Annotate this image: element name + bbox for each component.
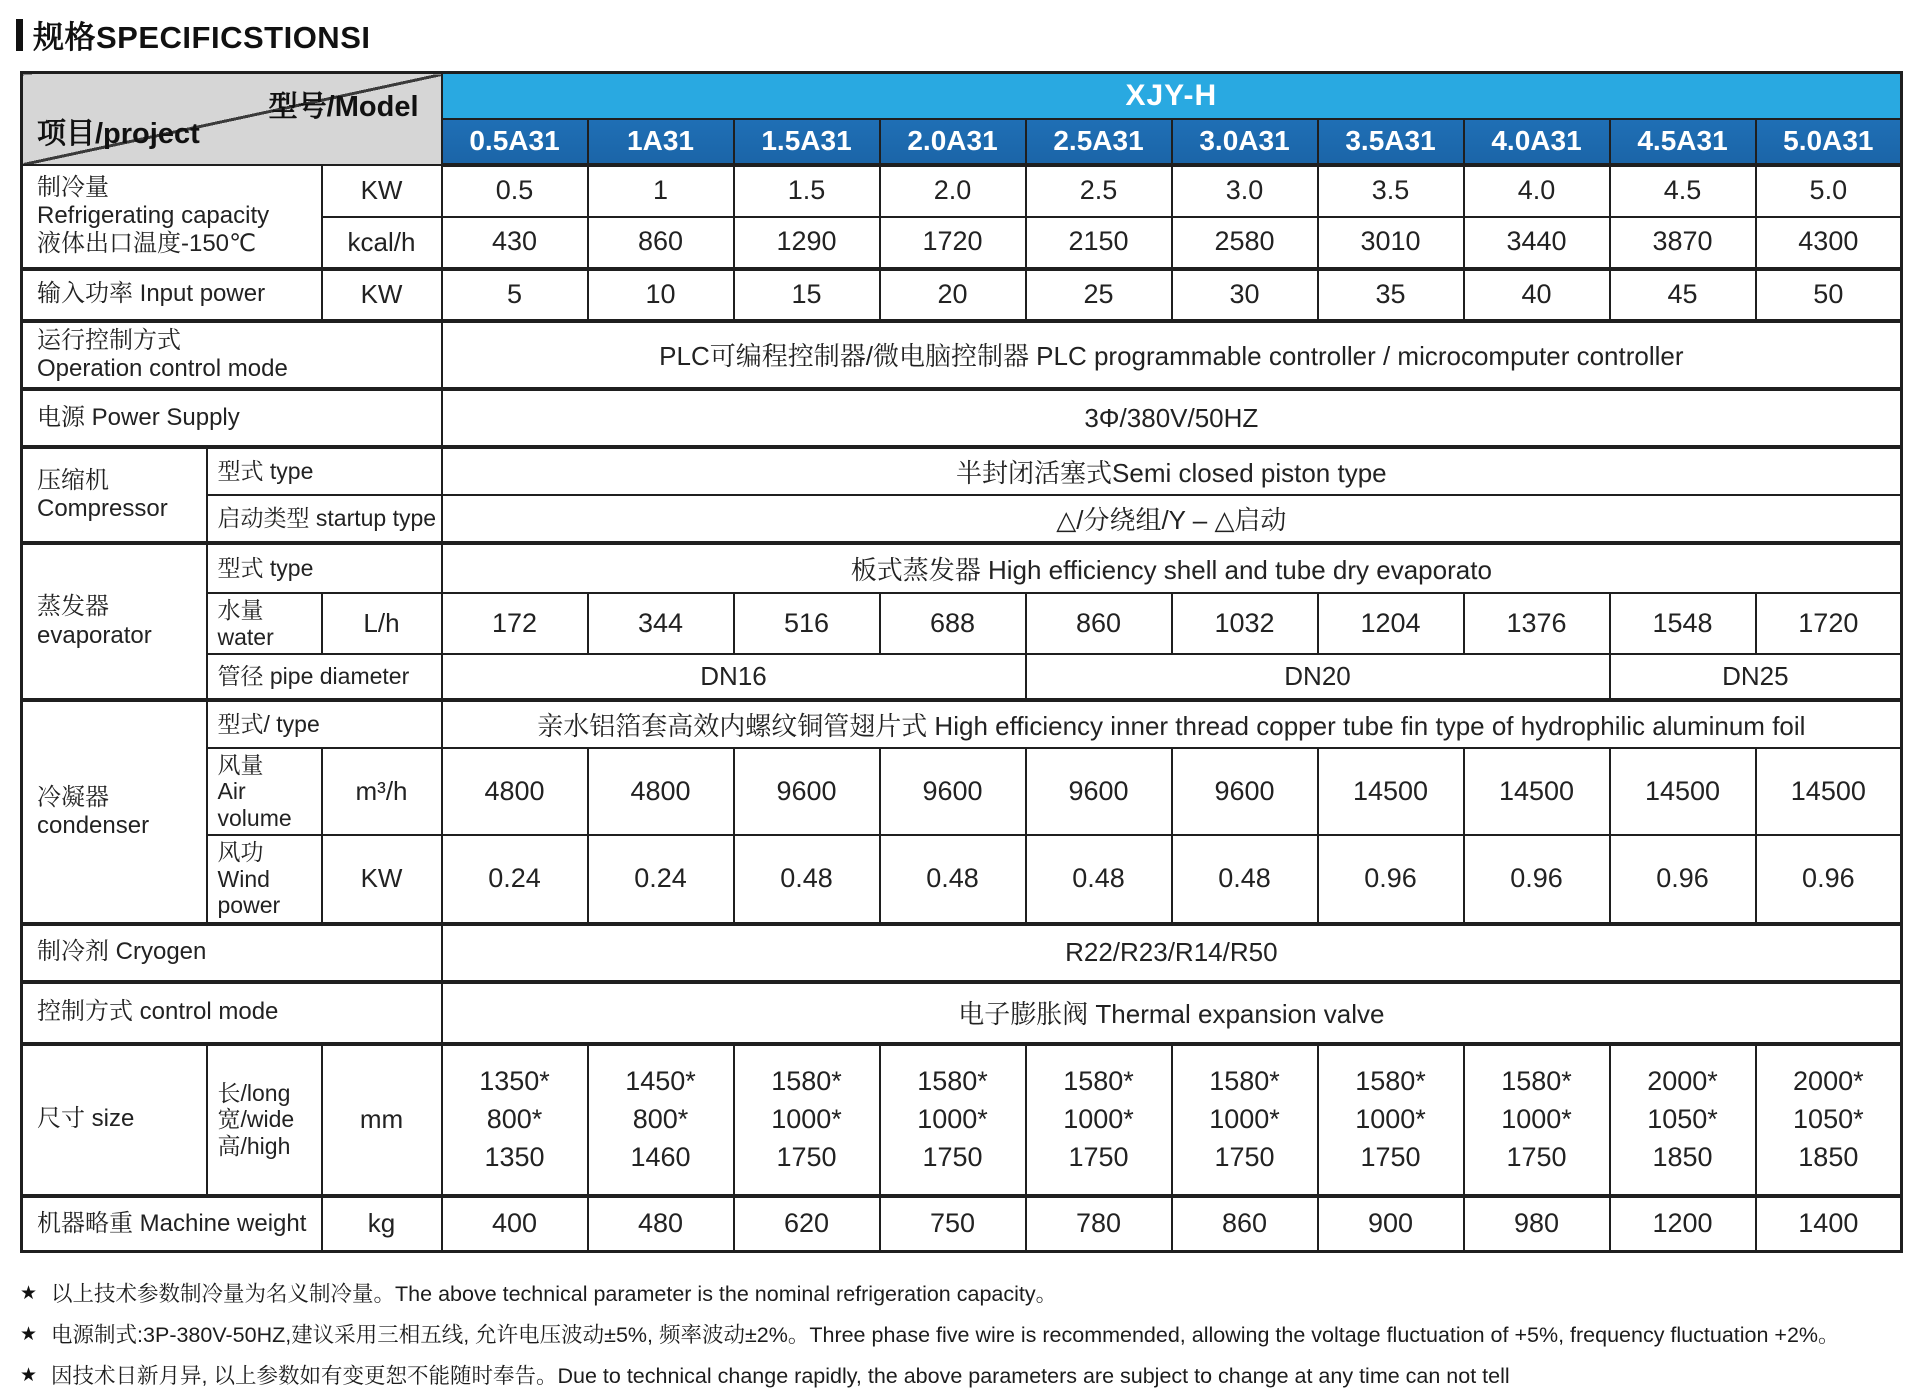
spec-table (20, 71, 1903, 1253)
model-header-1A31: 1A31 (588, 119, 734, 165)
value-refrigerating-capacity-kcal-2.0A31: 1720 (880, 217, 1026, 269)
value-evaporator-water-3.5A31: 1204 (1318, 593, 1464, 654)
value-refrigerating-capacity-kw-2.0A31: 2.0 (880, 165, 1026, 217)
value-refrigerating-capacity-kcal-5.0A31: 4300 (1756, 217, 1902, 269)
value-refrigerating-capacity-kcal-4.5A31: 3870 (1610, 217, 1756, 269)
value-input-power-5.0A31: 50 (1756, 269, 1902, 321)
label-power-supply: 电源 Power Supply (22, 389, 442, 447)
value-machine-weight-2.5A31: 780 (1026, 1196, 1172, 1252)
value-machine-weight-5.0A31: 1400 (1756, 1196, 1902, 1252)
star-icon: ★ (20, 1324, 38, 1346)
model-header-4.0A31: 4.0A31 (1464, 119, 1610, 165)
footnote-2 (20, 1320, 1920, 1350)
value-refrigerating-capacity-kcal-0.5A31: 430 (442, 217, 588, 269)
model-header-1.5A31: 1.5A31 (734, 119, 880, 165)
value-condenser-wind-power-3.5A31: 0.96 (1318, 835, 1464, 923)
table-row-series (22, 73, 1902, 119)
footnotes (20, 1279, 1920, 1391)
label-operation-control-mode: 运行控制方式 Operation control mode (22, 321, 442, 390)
table-row-control-mode (22, 982, 1902, 1044)
label-condenser: 冷凝器 condenser (22, 700, 207, 924)
sublabel-condenser-type: 型式/ type (207, 700, 442, 748)
value-refrigerating-capacity-kcal-2.5A31: 2150 (1026, 217, 1172, 269)
sublabel-pipe-diameter: 管径 pipe diameter (207, 654, 442, 700)
sublabel-compressor-type: 型式 type (207, 447, 442, 495)
value-machine-weight-0.5A31: 400 (442, 1196, 588, 1252)
label-size: 尺寸 size (22, 1044, 207, 1196)
label-evaporator: 蒸发器 evaporator (22, 543, 207, 700)
table-row-condenser-wind-power (22, 835, 1902, 923)
star-icon: ★ (20, 1365, 38, 1387)
value-size-0.5A31: 1350* 800* 1350 (442, 1044, 588, 1196)
footnote-text: 电源制式:3P-380V-50HZ,建议采用三相五线, 允许电压波动±5%, 频率波动±2%。Three phase five wire is recommended, allowing the voltage fluctuation of +5%, frequency fluctuation +2%。 (51, 1323, 1840, 1348)
value-input-power-0.5A31: 5 (442, 269, 588, 321)
footnote-text: 因技术日新月异, 以上参数如有变更恕不能随时奉告。Due to technical change rapidly, the above parameters are subject to change at any time can not tell (51, 1364, 1510, 1389)
value-refrigerating-capacity-kw-3.5A31: 3.5 (1318, 165, 1464, 217)
value-condenser-air-volume-2.5A31: 9600 (1026, 748, 1172, 835)
value-evaporator-water-4.5A31: 1548 (1610, 593, 1756, 654)
value-machine-weight-3.5A31: 900 (1318, 1196, 1464, 1252)
value-refrigerating-capacity-kw-1A31: 1 (588, 165, 734, 217)
value-condenser-air-volume-5.0A31: 14500 (1756, 748, 1902, 835)
value-evaporator-water-0.5A31: 172 (442, 593, 588, 654)
value-size-1.5A31: 1580* 1000* 1750 (734, 1044, 880, 1196)
value-refrigerating-capacity-kcal-3.0A31: 2580 (1172, 217, 1318, 269)
value-condenser-wind-power-3.0A31: 0.48 (1172, 835, 1318, 923)
value-compressor-type: 半封闭活塞式Semi closed piston type (442, 447, 1902, 495)
value-condenser-wind-power-4.0A31: 0.96 (1464, 835, 1610, 923)
sublabel-dimensions: 长/long 宽/wide 高/high (207, 1044, 322, 1196)
title-accent-bar (16, 19, 23, 51)
unit-kw: KW (322, 835, 442, 923)
unit-mm: mm (322, 1044, 442, 1196)
value-machine-weight-3.0A31: 860 (1172, 1196, 1318, 1252)
value-size-2.5A31: 1580* 1000* 1750 (1026, 1044, 1172, 1196)
value-size-2.0A31: 1580* 1000* 1750 (880, 1044, 1026, 1196)
table-row-machine-weight (22, 1196, 1902, 1252)
value-pipe-dn16: DN16 (442, 654, 1026, 700)
corner-project-label: 项目/project (37, 117, 200, 150)
value-size-3.0A31: 1580* 1000* 1750 (1172, 1044, 1318, 1196)
page-title-row (0, 0, 1920, 57)
value-condenser-wind-power-4.5A31: 0.96 (1610, 835, 1756, 923)
value-machine-weight-2.0A31: 750 (880, 1196, 1026, 1252)
value-input-power-1A31: 10 (588, 269, 734, 321)
value-refrigerating-capacity-kw-4.5A31: 4.5 (1610, 165, 1756, 217)
table-header (22, 73, 1902, 165)
value-input-power-3.5A31: 35 (1318, 269, 1464, 321)
value-operation-control-mode: PLC可编程控制器/微电脑控制器 PLC programmable controller / microcomputer controller (442, 321, 1902, 390)
value-condenser-air-volume-3.0A31: 9600 (1172, 748, 1318, 835)
value-size-3.5A31: 1580* 1000* 1750 (1318, 1044, 1464, 1196)
sublabel-evaporator-type: 型式 type (207, 543, 442, 593)
value-refrigerating-capacity-kw-1.5A31: 1.5 (734, 165, 880, 217)
value-machine-weight-4.5A31: 1200 (1610, 1196, 1756, 1252)
value-condenser-wind-power-2.5A31: 0.48 (1026, 835, 1172, 923)
value-size-4.0A31: 1580* 1000* 1750 (1464, 1044, 1610, 1196)
value-condenser-air-volume-4.0A31: 14500 (1464, 748, 1610, 835)
value-control-mode: 电子膨胀阀 Thermal expansion valve (442, 982, 1902, 1044)
value-size-1A31: 1450* 800* 1460 (588, 1044, 734, 1196)
label-input-power: 输入功率 Input power (22, 269, 322, 321)
value-condenser-type: 亲水铝箔套高效内螺纹铜管翅片式 High efficiency inner thread copper tube fin type of hydrophilic aluminum foil (442, 700, 1902, 748)
value-machine-weight-1A31: 480 (588, 1196, 734, 1252)
table-row-refrigerating-capacity-kw (22, 165, 1902, 217)
value-power-supply: 3Φ/380V/50HZ (442, 389, 1902, 447)
value-refrigerating-capacity-kcal-3.5A31: 3010 (1318, 217, 1464, 269)
value-condenser-wind-power-5.0A31: 0.96 (1756, 835, 1902, 923)
value-pipe-dn20: DN20 (1026, 654, 1610, 700)
label-compressor: 压缩机 Compressor (22, 447, 207, 543)
value-refrigerating-capacity-kw-0.5A31: 0.5 (442, 165, 588, 217)
value-input-power-4.5A31: 45 (1610, 269, 1756, 321)
unit-kw: KW (322, 165, 442, 217)
table-row-compressor-type (22, 447, 1902, 495)
corner-cell (22, 73, 442, 165)
value-refrigerating-capacity-kcal-1.5A31: 1290 (734, 217, 880, 269)
value-input-power-4.0A31: 40 (1464, 269, 1610, 321)
value-refrigerating-capacity-kcal-4.0A31: 3440 (1464, 217, 1610, 269)
value-refrigerating-capacity-kw-2.5A31: 2.5 (1026, 165, 1172, 217)
value-input-power-1.5A31: 15 (734, 269, 880, 321)
sublabel-air-volume: 风量 Air volume (207, 748, 322, 835)
model-header-3.0A31: 3.0A31 (1172, 119, 1318, 165)
model-header-4.5A31: 4.5A31 (1610, 119, 1756, 165)
value-evaporator-water-2.5A31: 860 (1026, 593, 1172, 654)
table-row-evaporator-pipe-diameter (22, 654, 1902, 700)
value-condenser-wind-power-2.0A31: 0.48 (880, 835, 1026, 923)
value-size-5.0A31: 2000* 1050* 1850 (1756, 1044, 1902, 1196)
footnote-1 (20, 1279, 1920, 1309)
table-row-condenser-type (22, 700, 1902, 748)
value-pipe-dn25: DN25 (1610, 654, 1902, 700)
unit-l-h: L/h (322, 593, 442, 654)
value-evaporator-water-4.0A31: 1376 (1464, 593, 1610, 654)
page-title: 规格SPECIFICSTIONSI (33, 20, 371, 55)
value-evaporator-water-1A31: 344 (588, 593, 734, 654)
value-refrigerating-capacity-kw-4.0A31: 4.0 (1464, 165, 1610, 217)
table-row-size (22, 1044, 1902, 1196)
model-header-0.5A31: 0.5A31 (442, 119, 588, 165)
value-cryogen: R22/R23/R14/R50 (442, 924, 1902, 982)
value-refrigerating-capacity-kcal-1A31: 860 (588, 217, 734, 269)
footnote-text: 以上技术参数制冷量为名义制冷量。The above technical parameter is the nominal refrigeration capacity。 (51, 1282, 1058, 1307)
series-header: XJY-H (442, 73, 1902, 119)
value-startup-type: △/分绕组/Y – △启动 (442, 495, 1902, 543)
table-row-input-power (22, 269, 1902, 321)
sublabel-startup-type: 启动类型 startup type (207, 495, 442, 543)
unit-kcal-h: kcal/h (322, 217, 442, 269)
label-machine-weight: 机器略重 Machine weight (22, 1196, 322, 1252)
sublabel-wind-power: 风功 Wind power (207, 835, 322, 923)
value-condenser-air-volume-2.0A31: 9600 (880, 748, 1026, 835)
label-refrigerating-capacity: 制冷量 Refrigerating capacity 液体出口温度-150℃ (22, 165, 322, 269)
model-header-2.0A31: 2.0A31 (880, 119, 1026, 165)
value-condenser-air-volume-0.5A31: 4800 (442, 748, 588, 835)
table-row-condenser-air-volume (22, 748, 1902, 835)
footnote-3 (20, 1361, 1920, 1391)
value-condenser-wind-power-0.5A31: 0.24 (442, 835, 588, 923)
value-machine-weight-4.0A31: 980 (1464, 1196, 1610, 1252)
value-evaporator-water-5.0A31: 1720 (1756, 593, 1902, 654)
unit-kg: kg (322, 1196, 442, 1252)
value-machine-weight-1.5A31: 620 (734, 1196, 880, 1252)
value-condenser-wind-power-1A31: 0.24 (588, 835, 734, 923)
table-row-evaporator-type (22, 543, 1902, 593)
value-input-power-2.0A31: 20 (880, 269, 1026, 321)
value-evaporator-water-1.5A31: 516 (734, 593, 880, 654)
value-input-power-2.5A31: 25 (1026, 269, 1172, 321)
label-control-mode: 控制方式 control mode (22, 982, 442, 1044)
value-evaporator-type: 板式蒸发器 High efficiency shell and tube dry evaporato (442, 543, 1902, 593)
value-condenser-air-volume-1.5A31: 9600 (734, 748, 880, 835)
value-size-4.5A31: 2000* 1050* 1850 (1610, 1044, 1756, 1196)
table-row-power-supply (22, 389, 1902, 447)
value-condenser-air-volume-3.5A31: 14500 (1318, 748, 1464, 835)
table-row-compressor-startup (22, 495, 1902, 543)
table-row-operation-control-mode (22, 321, 1902, 390)
sublabel-water: 水量 water (207, 593, 322, 654)
value-condenser-air-volume-4.5A31: 14500 (1610, 748, 1756, 835)
value-condenser-wind-power-1.5A31: 0.48 (734, 835, 880, 923)
value-evaporator-water-2.0A31: 688 (880, 593, 1026, 654)
value-condenser-air-volume-1A31: 4800 (588, 748, 734, 835)
model-header-3.5A31: 3.5A31 (1318, 119, 1464, 165)
unit-m3-h: m³/h (322, 748, 442, 835)
table-row-evaporator-water (22, 593, 1902, 654)
label-cryogen: 制冷剂 Cryogen (22, 924, 442, 982)
star-icon: ★ (20, 1283, 38, 1305)
value-refrigerating-capacity-kw-3.0A31: 3.0 (1172, 165, 1318, 217)
corner-model-label: 型号/Model (268, 91, 419, 123)
table-row-cryogen (22, 924, 1902, 982)
unit-kw: KW (322, 269, 442, 321)
table-body (22, 165, 1902, 1252)
value-refrigerating-capacity-kw-5.0A31: 5.0 (1756, 165, 1902, 217)
value-input-power-3.0A31: 30 (1172, 269, 1318, 321)
model-header-5.0A31: 5.0A31 (1756, 119, 1902, 165)
value-evaporator-water-3.0A31: 1032 (1172, 593, 1318, 654)
model-header-2.5A31: 2.5A31 (1026, 119, 1172, 165)
